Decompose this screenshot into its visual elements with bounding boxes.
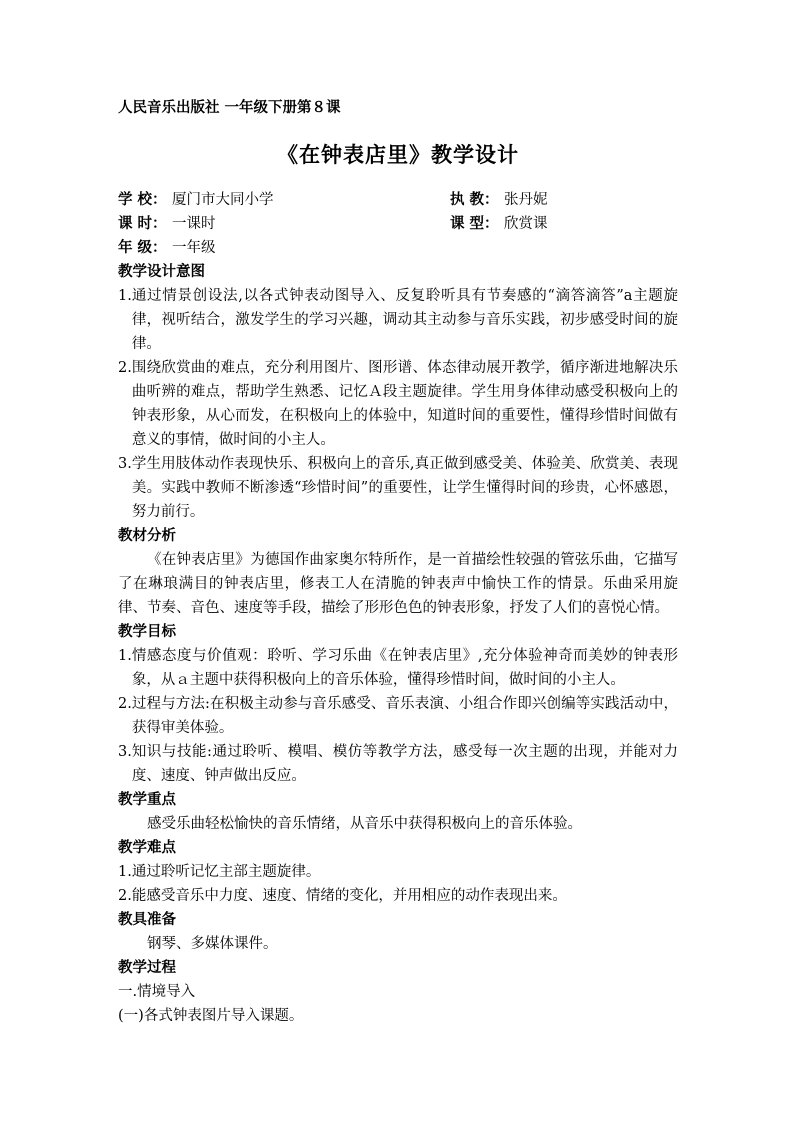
process-substep: (一)各式钟表图片导入课题。 bbox=[118, 1008, 304, 1024]
document-page bbox=[118, 90, 678, 1028]
list-text: 通过聆听记忆主部主题旋律。 bbox=[131, 864, 321, 880]
list-text: 通过情景创设法,以各式钟表动图导入、反复聆听具有节奏感的“滴答滴答”a主题旋律，视听结合，激发学生的学习兴趣，调动其主动参与音乐实践，初步感受时间的旋律。 bbox=[131, 288, 678, 352]
teacher-field bbox=[450, 188, 548, 212]
type-label: 课 型： bbox=[450, 215, 499, 232]
info-row-2 bbox=[118, 212, 678, 236]
list-item bbox=[118, 884, 678, 908]
list-text: 过程与方法:在积极主动参与音乐感受、音乐表演、小组合作即兴创编等实践活动中，获得审美体验。 bbox=[131, 696, 678, 736]
difficulties-heading: 教学难点 bbox=[118, 839, 176, 856]
hours-field bbox=[118, 212, 450, 236]
grade-value: 一年级 bbox=[172, 240, 216, 256]
hours-label: 课 时： bbox=[118, 215, 167, 232]
material-analysis-heading: 教材分析 bbox=[118, 527, 176, 544]
teacher-value: 张丹妮 bbox=[504, 192, 548, 208]
grade-field bbox=[118, 236, 450, 260]
process-step-title: 一.情境导入 bbox=[118, 984, 196, 1000]
design-intent-heading: 教学设计意图 bbox=[118, 263, 205, 280]
list-number: 1. bbox=[118, 864, 132, 880]
teaching-goals-heading: 教学目标 bbox=[118, 623, 176, 640]
list-text: 情感态度与价值观：聆听、学习乐曲《在钟表店里》,充分体验神奇而美妙的钟表形象，从ａ主题中获得积极向上的音乐体验，懂得珍惜时间，做时间的小主人。 bbox=[131, 648, 678, 688]
list-number: 1. bbox=[118, 288, 132, 304]
list-text: 学生用肢体动作表现快乐、积极向上的音乐,真正做到感受美、体验美、欣赏美、表现美。实践中教师不断渗透“珍惜时间”的重要性，让学生懂得时间的珍贵，心怀感恩，努力前行。 bbox=[131, 456, 678, 520]
type-field bbox=[450, 212, 548, 236]
grade-label: 年 级： bbox=[118, 239, 167, 256]
teacher-label: 执 教： bbox=[450, 191, 499, 208]
key-points-paragraph: 感受乐曲轻松愉快的音乐情绪，从音乐中获得积极向上的音乐体验。 bbox=[147, 816, 582, 832]
list-text: 知识与技能:通过聆听、模唱、模仿等教学方法，感受每一次主题的出现，并能对力度、速度、钟声做出反应。 bbox=[131, 744, 678, 784]
teaching-aids-paragraph: 钢琴、多媒体课件。 bbox=[147, 936, 278, 952]
teaching-aids-heading: 教具准备 bbox=[118, 911, 176, 928]
list-item bbox=[118, 860, 678, 884]
school-value: 厦门市大同小学 bbox=[172, 192, 274, 208]
hours-value: 一课时 bbox=[172, 216, 216, 232]
list-number: 2. bbox=[118, 360, 132, 376]
list-item bbox=[118, 692, 678, 740]
list-number: 2. bbox=[118, 888, 132, 904]
type-value: 欣赏课 bbox=[504, 216, 548, 232]
publisher-header: 人民音乐出版社 一年级下册第８课 bbox=[118, 99, 341, 116]
info-row-3 bbox=[118, 236, 678, 260]
list-text: 能感受音乐中力度、速度、情绪的变化，并用相应的动作表现出来。 bbox=[131, 888, 567, 904]
list-item bbox=[118, 356, 678, 452]
list-number: 2. bbox=[118, 696, 132, 712]
list-number: 3. bbox=[118, 744, 132, 760]
teaching-process-heading: 教学过程 bbox=[118, 959, 176, 976]
material-analysis-paragraph: 《在钟表店里》为德国作曲家奥尔特所作，是一首描绘性较强的管弦乐曲，它描写了在琳琅满目的钟表店里，修表工人在清脆的钟表声中愉快工作的情景。乐曲采用旋律、节奏、音色、速度等手段，描绘了形形色色的钟表形象，抒发了人们的喜悦心情。 bbox=[118, 552, 678, 616]
list-text: 围绕欣赏曲的难点，充分利用图片、图形谱、体态律动展开教学，循序渐进地解决乐曲听辨的难点，帮助学生熟悉、记忆Ａ段主题旋律。学生用身体律动感受积极向上的钟表形象，从心而发，在积极向上的体验中，知道时间的重要性，懂得珍惜时间做有意义的事情，做时间的小主人。 bbox=[131, 360, 678, 448]
school-field bbox=[118, 188, 450, 212]
list-item bbox=[118, 740, 678, 788]
info-row-1 bbox=[118, 188, 678, 212]
list-item bbox=[118, 452, 678, 524]
list-item bbox=[118, 284, 678, 356]
school-label: 学 校： bbox=[118, 191, 167, 208]
document-title: 《在钟表店里》教学设计 bbox=[277, 142, 519, 167]
key-points-heading: 教学重点 bbox=[118, 791, 176, 808]
list-number: 3. bbox=[118, 456, 132, 472]
list-number: 1. bbox=[118, 648, 132, 664]
list-item bbox=[118, 644, 678, 692]
